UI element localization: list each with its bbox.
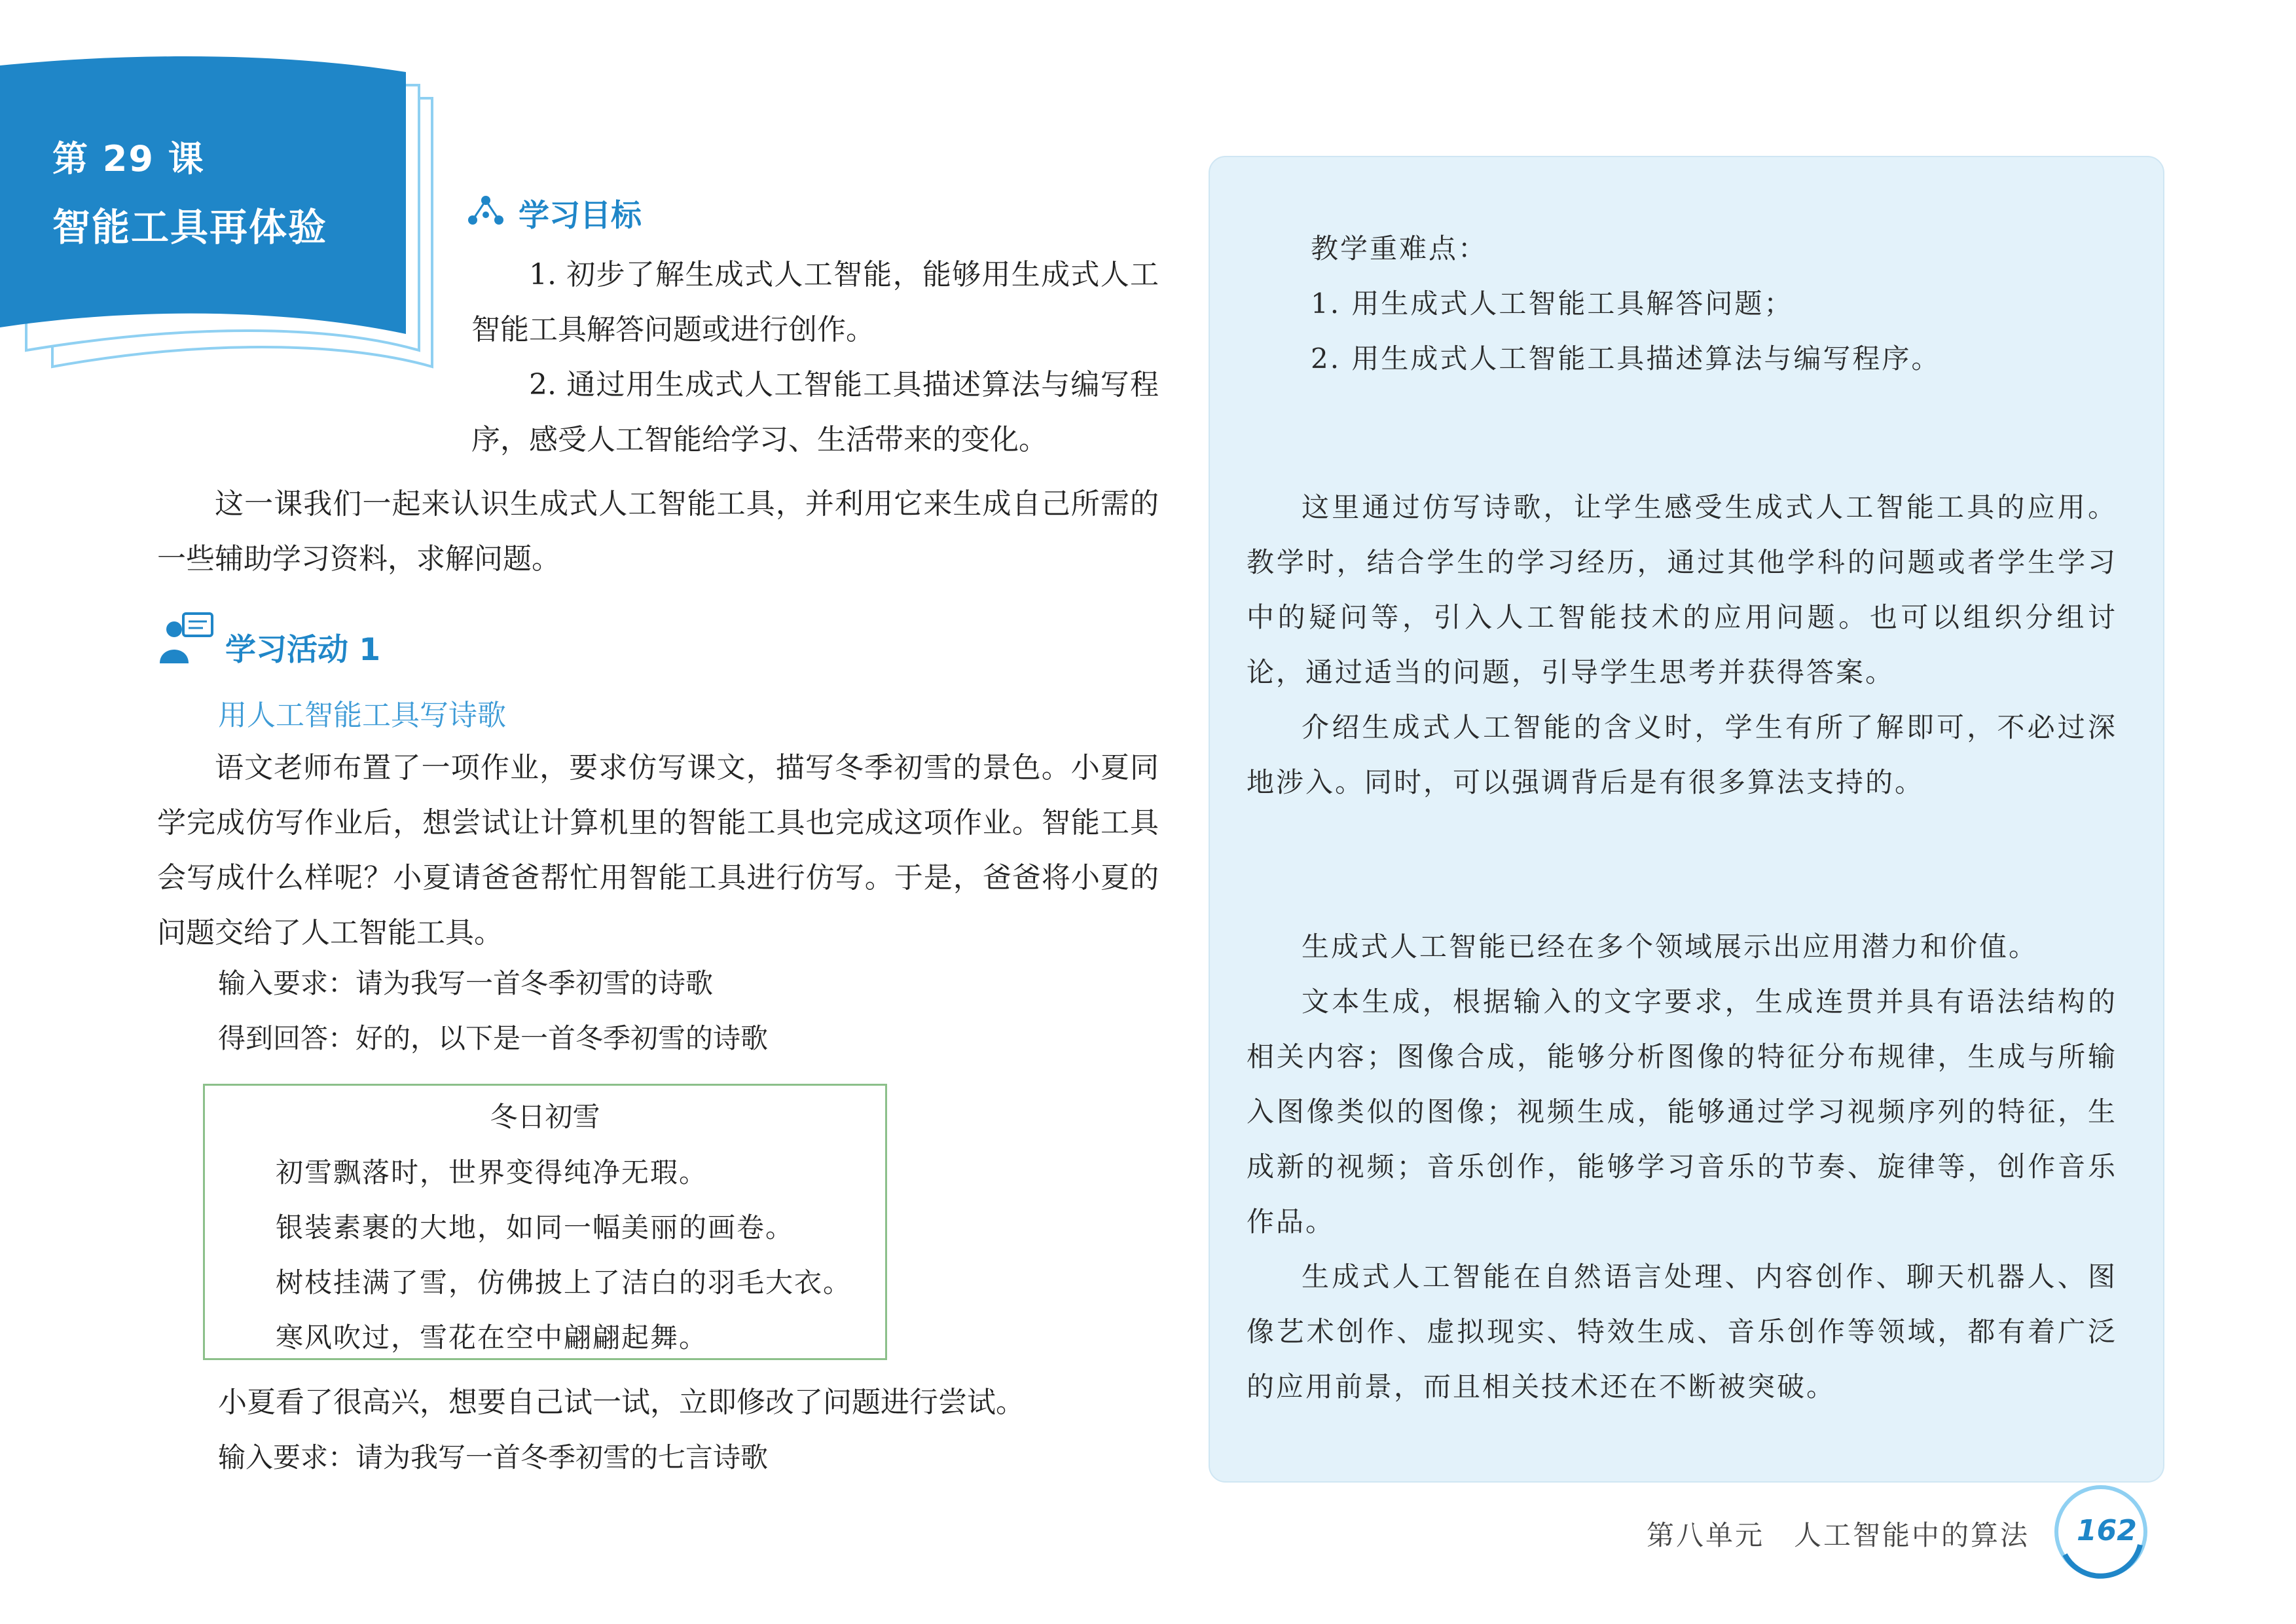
lesson-banner — [0, 0, 458, 380]
key-point-1: 1. 用生成式人工智能工具解答问题； — [1311, 287, 1794, 320]
poem-box — [203, 1084, 887, 1360]
note-block-1-para-2: 介绍生成式人工智能的含义时，学生有所了解即可，不必过深地涉入。同时，可以强调背后是有很多算法支持的。 — [1247, 711, 2117, 798]
input-request-1: 输入要求：请为我写一首冬季初雪的诗歌 — [218, 967, 714, 999]
objective-item-2: 2. 通过用生成式人工智能工具描述算法与编写程序，感受人工智能给学习、生活带来的变化。 — [471, 368, 1159, 456]
poem-title: 冬日初雪 — [490, 1101, 600, 1133]
objective-item-1: 1. 初步了解生成式人工智能，能够用生成式人工智能工具解答问题或进行创作。 — [471, 258, 1159, 346]
objectives-icon — [466, 194, 505, 227]
lesson-number: 第 29 课 — [52, 138, 205, 179]
note-block-2-para-3: 生成式人工智能在自然语言处理、内容创作、聊天机器人、图像艺术创作、虚拟现实、特效生成、音乐创作等领域，都有着广泛的应用前景，而且相关技术还在不断被突破。 — [1247, 1261, 2117, 1403]
activity-subheading: 用人工智能工具写诗歌 — [218, 699, 506, 732]
intro-paragraph: 这一课我们一起来认识生成式人工智能工具，并利用它来生成自己所需的一些辅助学习资料，求解问题。 — [157, 487, 1159, 576]
poem-line-2: 银装素裹的大地，如同一幅美丽的画卷。 — [276, 1211, 795, 1244]
lesson-title: 智能工具再体验 — [52, 205, 328, 249]
key-points-title: 教学重难点： — [1311, 232, 1488, 265]
note-block-2-para-1: 生成式人工智能已经在多个领域展示出应用潜力和价值。 — [1302, 931, 2039, 963]
activity-icon — [157, 612, 216, 665]
poem-line-1: 初雪飘落时，世界变得纯净无瑕。 — [276, 1156, 708, 1189]
note-block-2-para-2: 文本生成，根据输入的文字要求，生成连贯并具有语法结构的相关内容；图像合成，能够分析图像的特征分布规律，生成与所输入图像类似的图像；视频生成，能够通过学习视频序列的特征，生成新的视频；音乐创作，能够学习音乐的节奏、旋律等，创作音乐作品。 — [1247, 986, 2117, 1238]
poem-line-4: 寒风吹过，雪花在空中翩翩起舞。 — [276, 1321, 708, 1354]
after-poem-text: 小夏看了很高兴，想要自己试一试，立即修改了问题进行尝试。 — [218, 1386, 1025, 1419]
objectives-heading: 学习目标 — [519, 198, 642, 234]
page-number: 162 — [2077, 1514, 2137, 1547]
activity-heading: 学习活动 1 — [225, 632, 381, 668]
note-block-1-para-1: 这里通过仿写诗歌，让学生感受生成式人工智能工具的应用。教学时，结合学生的学习经历，通过其他学科的问题或者学生学习中的疑问等，引入人工智能技术的应用问题。也可以组织分组讨论，通过适当的问题，引导学生思考并获得答案。 — [1247, 491, 2117, 688]
footer-unit-title: 第八单元 人工智能中的算法 — [1647, 1519, 2030, 1551]
answer-1: 得到回答：好的，以下是一首冬季初雪的诗歌 — [218, 1022, 769, 1054]
input-request-2: 输入要求：请为我写一首冬季初雪的七言诗歌 — [218, 1441, 769, 1473]
poem-line-3: 树枝挂满了雪，仿佛披上了洁白的羽毛大衣。 — [276, 1266, 852, 1299]
activity-paragraph: 语文老师布置了一项作业，要求仿写课文，描写冬季初雪的景色。小夏同学完成仿写作业后，想尝试让计算机里的智能工具也完成这项作业。智能工具会写成什么样呢？小夏请爸爸帮忙用智能工具进行仿写。于是，爸爸将小夏的问题交给了人工智能工具。 — [157, 751, 1159, 950]
key-point-2: 2. 用生成式人工智能工具描述算法与编写程序。 — [1311, 342, 1941, 375]
